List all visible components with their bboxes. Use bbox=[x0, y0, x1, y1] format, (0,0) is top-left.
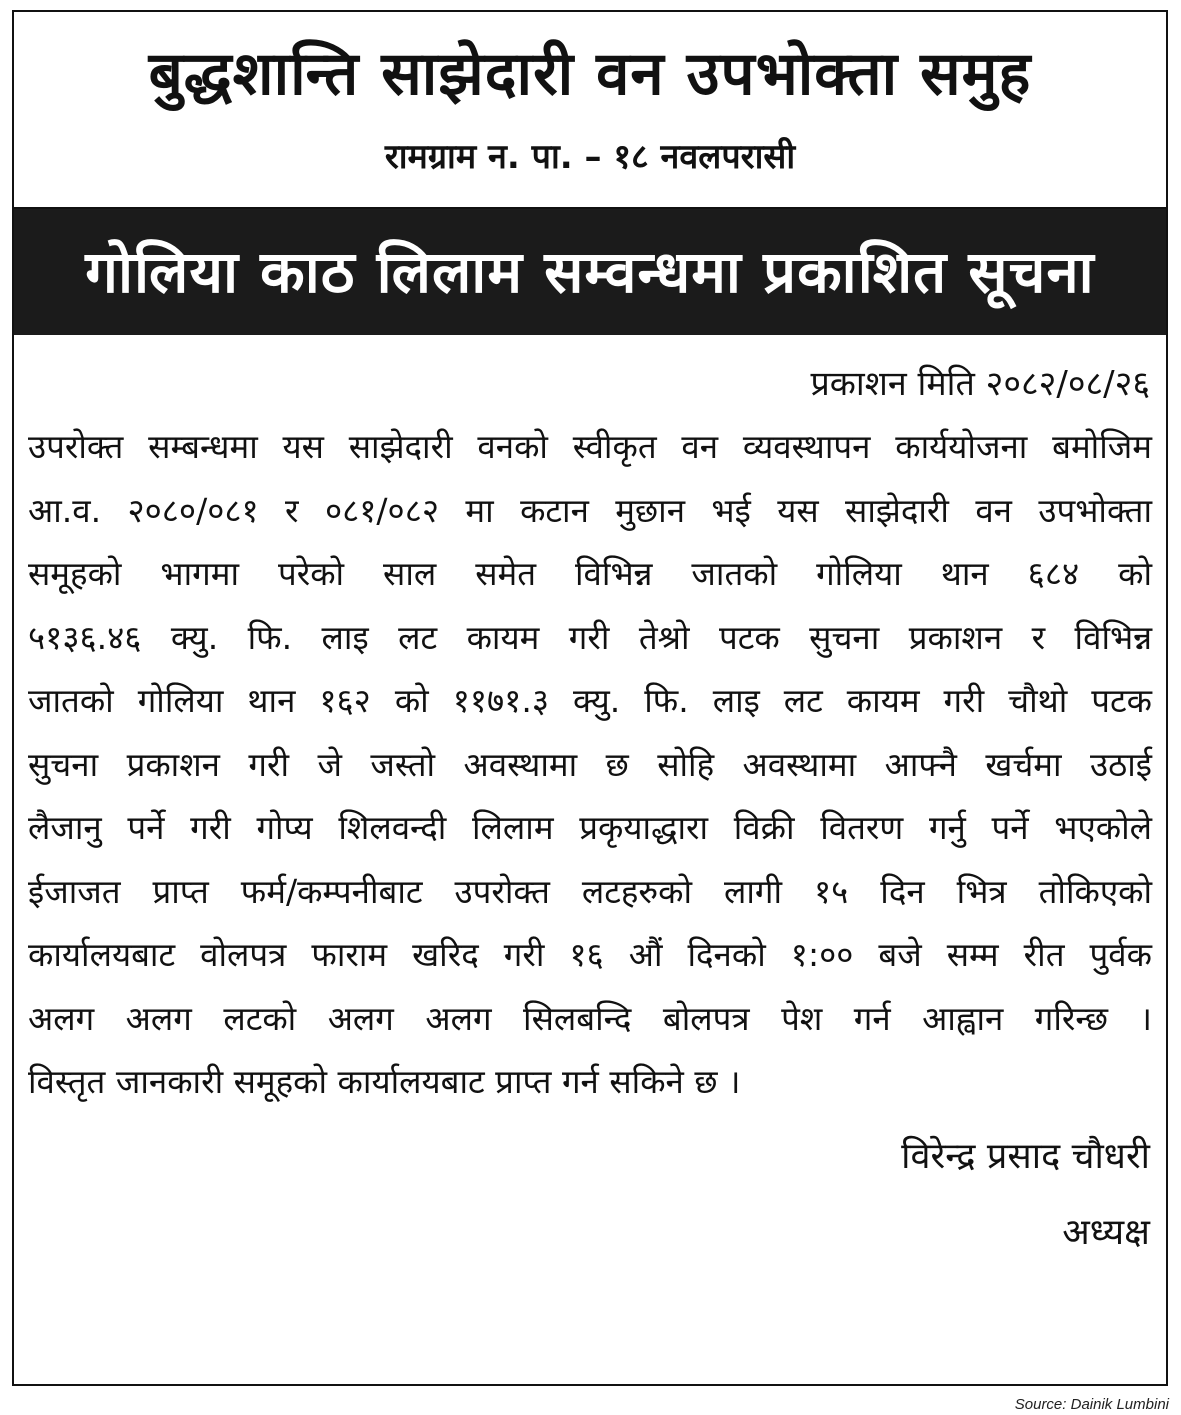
source-credit: Source: Dainik Lumbini bbox=[1014, 1396, 1169, 1413]
body-line: लैजानु पर्ने गरी गोप्य शिलवन्दी लिलाम प्रकृयाद्धारा विक्री वितरण गर्नु पर्ने भएकोले bbox=[28, 808, 1152, 847]
body-line: ५१३६.४६ क्यु. फि. लाइ लट कायम गरी तेश्रो पटक सुचना प्रकाशन र विभिन्न bbox=[28, 617, 1152, 657]
organization-address: रामग्राम न. पा. – १८ नवलपरासी bbox=[384, 137, 796, 177]
body-line: समूहको भागमा परेको साल समेत विभिन्न जातको गोलिया थान ६८४ को bbox=[28, 554, 1152, 593]
signatory-title: अध्यक्ष bbox=[1062, 1211, 1150, 1253]
organization-name: बुद्धशान्ति साझेदारी वन उपभोक्ता समुह bbox=[148, 39, 1032, 109]
notice-content bbox=[14, 359, 1166, 1258]
publication-date: प्रकाशन मिति २०८२/०८/२६ bbox=[810, 364, 1150, 404]
body-line: कार्यालयबाट वोलपत्र फाराम खरिद गरी १६ औं दिनको १:०० बजे सम्म रीत पुर्वक bbox=[28, 935, 1152, 974]
body-line: ईजाजत प्राप्त फर्म/कम्पनीबाट उपरोक्त लटहरुको लागी १५ दिन भित्र तोकिएको bbox=[28, 871, 1152, 911]
body-line: विस्तृत जानकारी समूहको कार्यालयबाट प्राप्त गर्न सकिने छ । bbox=[28, 1062, 741, 1101]
signatory-name: विरेन्द्र प्रसाद चौधरी bbox=[901, 1135, 1150, 1177]
body-line: सुचना प्रकाशन गरी जे जस्तो अवस्थामा छ सोहि अवस्थामा आफ्नै खर्चमा उठाई bbox=[28, 744, 1152, 784]
notice-body bbox=[28, 415, 1152, 1114]
body-line: आ.व. २०८०/०८१ र ०८१/०८२ मा कटान मुछान भई यस साझेदारी वन उपभोक्ता bbox=[28, 490, 1152, 530]
body-line: जातको गोलिया थान १६२ को ११७१.३ क्यु. फि. लाइ लट कायम गरी चौथो पटक bbox=[28, 681, 1152, 720]
notice-header bbox=[14, 12, 1166, 209]
body-line: अलग अलग लटको अलग अलग सिलबन्दि बोलपत्र पेश गर्न आह्वान गरिन्छ । bbox=[28, 998, 1152, 1038]
body-line: उपरोक्त सम्बन्धमा यस साझेदारी वनको स्वीकृत वन व्यवस्थापन कार्ययोजना बमोजिम bbox=[28, 427, 1152, 466]
notice-frame bbox=[12, 10, 1168, 1386]
notice-title-banner: गोलिया काठ लिलाम सम्वन्धमा प्रकाशित सूचना bbox=[14, 209, 1166, 335]
